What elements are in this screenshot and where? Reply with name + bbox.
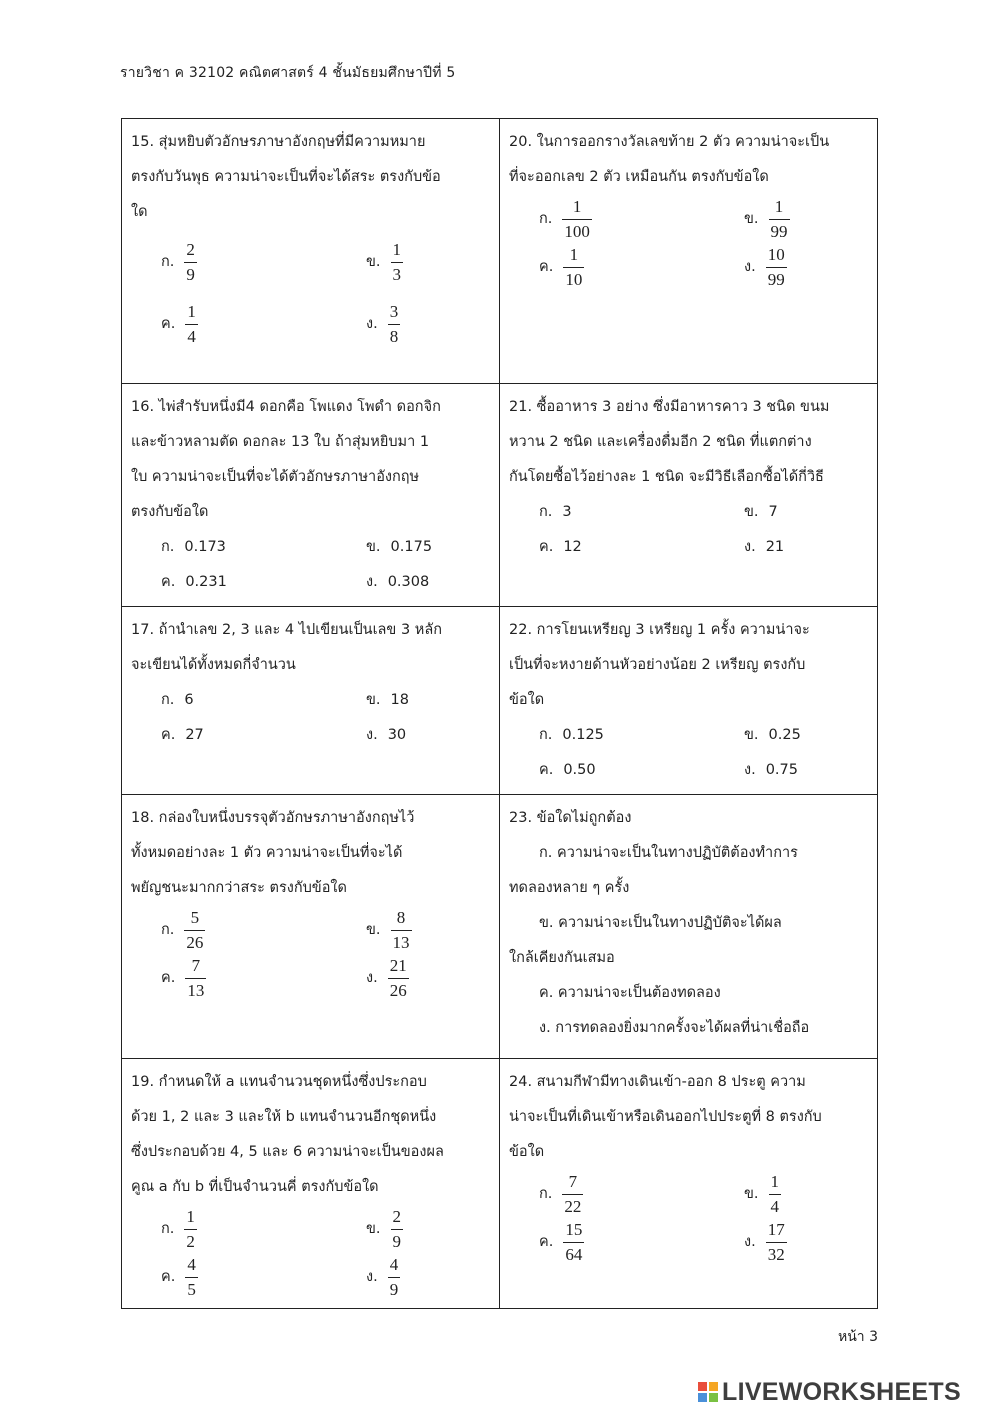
numerator: 1 bbox=[569, 244, 579, 264]
option-d[interactable] bbox=[366, 565, 571, 600]
option-label: ข. bbox=[366, 539, 381, 555]
question-text-line: ด้วย 1, 2 และ 3 และให้ b แทนจำนวนอีกชุดหนึ่ง bbox=[131, 1109, 437, 1125]
logo-mark-icon bbox=[697, 1381, 719, 1403]
question-text-line: 24. สนามกีฬามีทางเดินเข้า-ออก 8 ประตู ความ bbox=[509, 1074, 806, 1090]
question-text-line: กันโดยซื้อไว้อย่างละ 1 ชนิด จะมีวิธีเลือกซื้อได้กี่วิธี bbox=[509, 469, 824, 485]
question-text-line: และข้าวหลามตัด ดอกละ 13 ใบ ถ้าสุ่มหยิบมา 1 bbox=[131, 434, 430, 450]
question-text-line: น่าจะเป็นที่เดินเข้าหรือเดินออกไปประตูที่ 8 ตรงกับ bbox=[509, 1109, 822, 1125]
option-label: ก. bbox=[539, 727, 553, 743]
denominator: 10 bbox=[565, 269, 583, 289]
option-label: ข. bbox=[744, 727, 759, 743]
option-label: ก. bbox=[161, 539, 175, 555]
denominator: 9 bbox=[186, 264, 195, 284]
question-text-line: ทั้งหมดอย่างละ 1 ตัว ความน่าจะเป็นที่จะได้ bbox=[131, 845, 403, 861]
fraction bbox=[184, 1207, 197, 1252]
fraction bbox=[391, 240, 404, 285]
option-c[interactable] bbox=[539, 243, 744, 291]
option-d[interactable]: ง. การทดลองยิ่งมากครั้งจะได้ผลที่น่าเชื่อถือ bbox=[539, 1020, 810, 1036]
option-a[interactable] bbox=[539, 195, 744, 243]
denominator: 3 bbox=[392, 264, 402, 284]
option-label: ก. bbox=[161, 1220, 175, 1237]
fraction bbox=[563, 1220, 584, 1265]
numerator: 1 bbox=[187, 301, 196, 321]
question-16 bbox=[122, 384, 500, 607]
option-value: 0.125 bbox=[562, 727, 604, 743]
option-d[interactable] bbox=[744, 1218, 949, 1266]
option-value: 12 bbox=[563, 539, 582, 555]
numerator: 7 bbox=[191, 955, 201, 975]
option-label: ง. bbox=[366, 727, 378, 743]
option-value: 7 bbox=[768, 504, 778, 520]
denominator: 4 bbox=[770, 1196, 780, 1216]
question-text-line: 16. ไพ่สำรับหนึ่งมี4 ดอกคือ โพแดง โพดำ ดอกจิก bbox=[131, 399, 441, 415]
option-label: ก. bbox=[161, 921, 175, 938]
option-label: ง. bbox=[744, 762, 756, 778]
option-d[interactable] bbox=[744, 530, 949, 565]
option-label: ค. bbox=[161, 727, 176, 743]
option-a-continued: ทดลองหลาย ๆ ครั้ง bbox=[509, 880, 630, 896]
option-label: ง. bbox=[366, 1268, 378, 1285]
question-grid bbox=[121, 118, 878, 1309]
numerator: 4 bbox=[187, 1254, 196, 1274]
question-text-line: จะเขียนได้ทั้งหมดกี่จำนวน bbox=[131, 657, 296, 673]
question-text-line: พยัญชนะมากกว่าสระ ตรงกับข้อใด bbox=[131, 880, 347, 896]
option-c[interactable] bbox=[161, 565, 366, 600]
question-18 bbox=[122, 795, 500, 1059]
option-value: 18 bbox=[390, 692, 409, 708]
option-d[interactable] bbox=[366, 296, 571, 352]
question-text-line: 20. ในการออกรางวัลเลขท้าย 2 ตัว ความน่าจะเป็น bbox=[509, 134, 830, 150]
option-a[interactable] bbox=[161, 683, 366, 718]
question-15 bbox=[122, 119, 500, 384]
page-number: หน้า 3 bbox=[837, 1329, 878, 1345]
option-value: 21 bbox=[765, 539, 785, 555]
option-label: ง. bbox=[366, 315, 378, 332]
question-text-line: ที่จะออกเลข 2 ตัว เหมือนกัน ตรงกับข้อใด bbox=[509, 169, 769, 185]
option-value: 0.75 bbox=[765, 762, 798, 778]
option-value: 27 bbox=[185, 727, 204, 743]
option-label: ก. bbox=[539, 1185, 553, 1202]
numerator: 3 bbox=[389, 301, 399, 321]
fraction bbox=[391, 908, 412, 953]
fraction bbox=[185, 302, 198, 347]
option-c[interactable] bbox=[161, 954, 366, 1002]
option-label: ง. bbox=[366, 574, 378, 590]
option-label: ค. bbox=[539, 1233, 554, 1250]
denominator: 99 bbox=[770, 221, 788, 241]
option-label: ก. bbox=[539, 210, 553, 227]
option-d[interactable] bbox=[744, 753, 949, 788]
denominator: 26 bbox=[186, 932, 204, 952]
option-label: ค. bbox=[539, 258, 554, 275]
denominator: 5 bbox=[187, 1279, 196, 1299]
option-c[interactable]: ค. ความน่าจะเป็นต้องทดลอง bbox=[539, 985, 721, 1001]
denominator: 32 bbox=[767, 1244, 785, 1264]
numerator: 1 bbox=[186, 1206, 195, 1226]
option-label: ง. bbox=[744, 1233, 756, 1250]
option-a[interactable]: ก. ความน่าจะเป็นในทางปฏิบัติต้องทำการ bbox=[539, 845, 798, 861]
question-text-line: ตรงกับข้อใด bbox=[131, 504, 209, 520]
fraction bbox=[769, 197, 790, 242]
question-text-line: 21. ซื้ออาหาร 3 อย่าง ซึ่งมีอาหารคาว 3 ชนิด ขนม bbox=[509, 399, 830, 415]
option-a[interactable] bbox=[539, 495, 744, 530]
denominator: 4 bbox=[187, 326, 196, 346]
question-17 bbox=[122, 607, 500, 795]
fraction bbox=[184, 240, 197, 285]
denominator: 2 bbox=[186, 1231, 195, 1251]
fraction bbox=[388, 956, 409, 1001]
question-text-line: 22. การโยนเหรียญ 3 เหรียญ 1 ครั้ง ความน่าจะ bbox=[509, 622, 810, 638]
option-b[interactable] bbox=[744, 718, 949, 753]
numerator: 10 bbox=[767, 244, 785, 264]
option-a[interactable] bbox=[539, 718, 744, 753]
question-text-line: 18. กล่องใบหนึ่งบรรจุตัวอักษรภาษาอังกฤษไว้ bbox=[131, 810, 415, 826]
option-value: 0.231 bbox=[185, 574, 227, 590]
option-label: ข. bbox=[366, 921, 381, 938]
option-label: ค. bbox=[539, 762, 554, 778]
option-label: ค. bbox=[161, 1268, 176, 1285]
option-c[interactable] bbox=[539, 530, 744, 565]
option-a[interactable] bbox=[161, 530, 366, 565]
option-value: 3 bbox=[562, 504, 572, 520]
fraction bbox=[184, 908, 205, 953]
fraction bbox=[769, 1172, 782, 1217]
option-label: ข. bbox=[366, 1220, 381, 1237]
numerator: 8 bbox=[396, 907, 406, 927]
option-value: 0.173 bbox=[184, 539, 226, 555]
page-header: รายวิชา ค 32102 คณิตศาสตร์ 4 ชั้นมัธยมศึกษาปีที่ 5 bbox=[120, 65, 456, 81]
option-label: ข. bbox=[744, 1185, 759, 1202]
numerator: 2 bbox=[392, 1206, 402, 1226]
question-text-line: เป็นที่จะหงายด้านหัวอย่างน้อย 2 เหรียญ ตรงกับ bbox=[509, 657, 806, 673]
option-label: ก. bbox=[539, 504, 553, 520]
option-label: ค. bbox=[161, 969, 176, 986]
numerator: 1 bbox=[774, 196, 784, 216]
option-value: 0.25 bbox=[768, 727, 801, 743]
option-a[interactable] bbox=[161, 234, 366, 290]
denominator: 22 bbox=[564, 1196, 582, 1216]
fraction bbox=[562, 1172, 583, 1217]
option-value: 0.50 bbox=[563, 762, 596, 778]
question-text-line: คูณ a กับ b ที่เป็นจำนวนคี่ ตรงกับข้อใด bbox=[131, 1179, 379, 1195]
option-label: ก. bbox=[161, 692, 175, 708]
denominator: 9 bbox=[389, 1279, 399, 1299]
option-a[interactable] bbox=[539, 1170, 744, 1218]
numerator: 21 bbox=[389, 955, 407, 975]
question-text-line: ใบ ความน่าจะเป็นที่จะได้ตัวอักษรภาษาอังกฤษ bbox=[131, 469, 420, 485]
option-label: ข. bbox=[366, 253, 381, 270]
numerator: 17 bbox=[767, 1219, 785, 1239]
denominator: 13 bbox=[187, 980, 205, 1000]
denominator: 99 bbox=[767, 269, 785, 289]
option-label: ข. bbox=[366, 692, 381, 708]
numerator: 1 bbox=[392, 239, 402, 259]
option-label: ง. bbox=[744, 258, 756, 275]
question-19 bbox=[122, 1059, 500, 1309]
numerator: 2 bbox=[186, 239, 195, 259]
fraction bbox=[391, 1207, 404, 1252]
denominator: 8 bbox=[389, 326, 399, 346]
option-value: 6 bbox=[184, 692, 194, 708]
denominator: 100 bbox=[564, 221, 590, 241]
question-text-line: หวาน 2 ชนิด และเครื่องดื่มอีก 2 ชนิด ที่แตกต่าง bbox=[509, 434, 812, 450]
option-value: 0.308 bbox=[387, 574, 430, 590]
denominator: 64 bbox=[565, 1244, 583, 1264]
fraction bbox=[766, 245, 787, 290]
fraction bbox=[185, 956, 206, 1001]
question-text-line: ข้อใด bbox=[509, 1144, 545, 1160]
question-text-line: ตรงกับวันพุธ ความน่าจะเป็นที่จะได้สระ ตรงกับข้อ bbox=[131, 169, 441, 185]
question-text-line: 15. สุ่มหยิบตัวอักษรภาษาอังกฤษที่มีความหมาย bbox=[131, 134, 426, 150]
numerator: 1 bbox=[770, 1171, 780, 1191]
option-c[interactable] bbox=[161, 296, 366, 352]
question-23 bbox=[500, 795, 878, 1059]
option-label: ง. bbox=[744, 539, 756, 555]
option-b[interactable]: ข. ความน่าจะเป็นในทางปฏิบัติจะได้ผล bbox=[539, 915, 782, 931]
numerator: 1 bbox=[572, 196, 582, 216]
option-a[interactable] bbox=[161, 1205, 366, 1253]
option-c[interactable] bbox=[539, 753, 744, 788]
option-label: ง. bbox=[366, 969, 378, 986]
fraction bbox=[185, 1255, 198, 1300]
option-b[interactable] bbox=[744, 195, 949, 243]
option-c[interactable] bbox=[539, 1218, 744, 1266]
option-c[interactable] bbox=[161, 1253, 366, 1301]
fraction bbox=[562, 197, 592, 242]
option-value: 0.175 bbox=[390, 539, 433, 555]
question-text-line: ซึ่งประกอบด้วย 4, 5 และ 6 ความน่าจะเป็นของผล bbox=[131, 1144, 444, 1160]
option-label: ค. bbox=[161, 574, 176, 590]
option-c[interactable] bbox=[161, 718, 366, 753]
question-text-line: ข้อใด bbox=[509, 692, 545, 708]
option-a[interactable] bbox=[161, 906, 366, 954]
numerator: 7 bbox=[568, 1171, 578, 1191]
liveworksheets-logo bbox=[697, 1376, 961, 1408]
option-label: ก. bbox=[161, 253, 175, 270]
option-b[interactable] bbox=[744, 1170, 949, 1218]
fraction bbox=[563, 245, 584, 290]
option-d[interactable] bbox=[744, 243, 949, 291]
option-label: ข. bbox=[744, 210, 759, 227]
question-text-line: 23. ข้อใดไม่ถูกต้อง bbox=[509, 810, 632, 826]
question-text-line: 19. กำหนดให้ a แทนจำนวนชุดหนึ่งซึ่งประกอบ bbox=[131, 1074, 427, 1090]
denominator: 9 bbox=[392, 1231, 402, 1251]
option-b-continued: ใกล้เคียงกันเสมอ bbox=[509, 950, 615, 966]
option-label: ค. bbox=[161, 315, 176, 332]
option-label: ข. bbox=[744, 504, 759, 520]
fraction bbox=[388, 1255, 401, 1300]
numerator: 15 bbox=[565, 1219, 583, 1239]
denominator: 13 bbox=[392, 932, 410, 952]
question-text-line: ใด bbox=[131, 204, 148, 220]
option-value: 30 bbox=[387, 727, 407, 743]
option-b[interactable] bbox=[744, 495, 949, 530]
numerator: 5 bbox=[190, 907, 200, 927]
fraction bbox=[388, 302, 401, 347]
option-label: ค. bbox=[539, 539, 554, 555]
logo-text: LIVEWORKSHEETS bbox=[722, 1377, 961, 1406]
question-text-line: 17. ถ้านำเลข 2, 3 และ 4 ไปเขียนเป็นเลข 3 หลัก bbox=[131, 622, 443, 638]
fraction bbox=[766, 1220, 787, 1265]
denominator: 26 bbox=[389, 980, 407, 1000]
numerator: 4 bbox=[389, 1254, 399, 1274]
